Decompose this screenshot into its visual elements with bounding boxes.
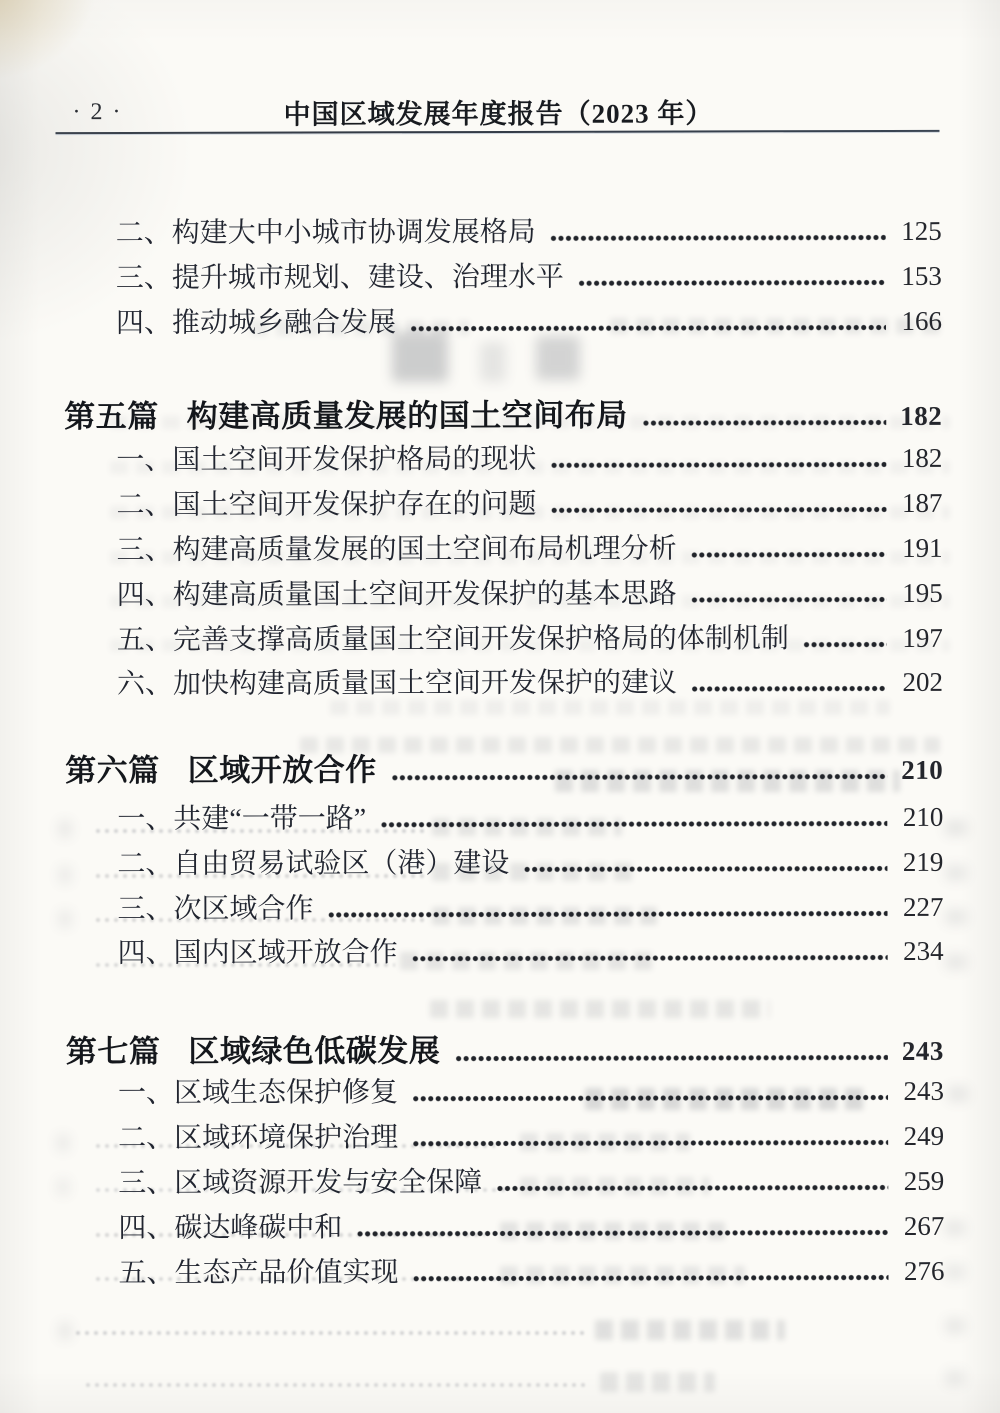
page-ref: 125 — [901, 215, 942, 246]
toc-entry — [65, 571, 943, 613]
running-head-title: 中国区域发展年度报告（2023 年） — [283, 98, 714, 130]
entry-label: 四、碳达峰碳中和 — [118, 1212, 343, 1245]
dot-leader — [550, 505, 886, 515]
page-ref: 219 — [902, 846, 944, 877]
entry-label: 三、构建高质量发展的国土空间布局机理分析 — [116, 533, 677, 567]
dot-leader — [413, 1273, 889, 1283]
entry-label: 五、完善支撑高质量国土空间开发保护格局的体制机制 — [116, 623, 789, 657]
entry-label: 六、加快构建高质量国土空间开发保护的建议 — [116, 667, 677, 701]
toc-section-heading — [64, 389, 942, 436]
page-ref: 191 — [902, 532, 943, 563]
entry-label: 二、区域环境保护治理 — [118, 1122, 399, 1155]
toc-entry — [66, 1249, 944, 1291]
page-ref: 182 — [900, 400, 943, 431]
toc-entry — [65, 795, 943, 837]
toc-entry — [66, 929, 944, 971]
page-ref: 267 — [903, 1210, 945, 1241]
entry-label: 二、国土空间开发保护存在的问题 — [116, 488, 537, 522]
toc-entry — [64, 481, 942, 523]
section-number: 第六篇 — [65, 752, 160, 789]
entry-label: 三、次区域合作 — [117, 893, 314, 926]
section-title: 区域绿色低碳发展 — [188, 1033, 441, 1069]
dot-leader — [550, 460, 886, 470]
page-ref: 249 — [903, 1120, 945, 1151]
entry-label: 二、自由贸易试验区（港）建设 — [117, 847, 510, 881]
page-ref: 259 — [903, 1165, 945, 1196]
page-ref: 243 — [901, 1035, 944, 1066]
toc-entry — [66, 1204, 944, 1246]
toc-entry — [66, 1159, 944, 1201]
toc-entry — [65, 840, 943, 882]
page-ref: 197 — [902, 622, 943, 653]
toc-entry — [65, 885, 943, 927]
entry-label: 四、构建高质量国土空间开发保护的基本思路 — [116, 578, 677, 612]
page-ref: 187 — [901, 487, 943, 518]
page-ref: 234 — [903, 935, 944, 966]
dot-leader — [356, 1228, 888, 1238]
entry-label: 四、国内区域开放合作 — [117, 937, 398, 970]
toc-entry — [64, 209, 942, 251]
section-title: 区域开放合作 — [187, 752, 377, 788]
entry-label: 三、区域资源开发与安全保障 — [118, 1167, 483, 1200]
dot-leader — [642, 418, 887, 428]
dot-leader — [691, 550, 887, 560]
dot-leader — [412, 1138, 888, 1148]
entry-label: 五、生态产品价值实现 — [118, 1257, 399, 1290]
entry-label: 一、国土空间开发保护格局的现状 — [116, 443, 537, 477]
toc-entry — [66, 1069, 944, 1111]
entry-label: 一、区域生态保护修复 — [117, 1077, 399, 1110]
dot-leader — [380, 819, 887, 829]
dot-leader — [691, 595, 887, 605]
page-ref: 227 — [902, 891, 944, 922]
dot-leader — [578, 278, 886, 288]
dot-leader — [412, 953, 888, 963]
page-ref: 210 — [901, 754, 944, 785]
page-ref: 153 — [901, 260, 942, 291]
dot-leader — [523, 864, 887, 874]
entry-label: 四、推动城乡融合发展 — [115, 307, 397, 340]
page-ref: 195 — [902, 577, 943, 608]
dot-leader — [391, 772, 888, 782]
dot-leader — [496, 1183, 888, 1193]
entry-label: 二、构建大中小城市协调发展格局 — [115, 216, 536, 250]
toc-entry — [64, 254, 942, 296]
page-number: · 2 · — [72, 98, 123, 126]
dot-leader — [454, 1053, 888, 1063]
entry-label: 三、提升城市规划、建设、治理水平 — [115, 261, 564, 295]
dot-leader — [803, 640, 887, 649]
page-ref: 166 — [901, 305, 943, 336]
dot-leader — [550, 233, 886, 243]
toc-section-heading — [65, 743, 943, 790]
entry-label: 一、共建“一带一路” — [117, 803, 367, 836]
dot-leader — [691, 684, 887, 694]
dot-leader — [412, 1093, 888, 1103]
section-title: 构建高质量发展的国土空间布局 — [186, 397, 628, 434]
page-ref: 276 — [903, 1255, 945, 1286]
dot-leader — [410, 323, 886, 333]
toc-entry — [66, 1114, 944, 1156]
page-ref: 182 — [901, 442, 943, 473]
section-number: 第七篇 — [65, 1033, 161, 1070]
toc-entry — [65, 616, 943, 658]
toc-entry — [65, 526, 943, 568]
toc-entry — [64, 436, 942, 478]
section-number: 第五篇 — [64, 398, 159, 435]
toc-entry — [65, 660, 943, 702]
toc-entry — [64, 299, 942, 341]
page-ref: 202 — [902, 666, 943, 697]
toc-section-heading — [66, 1024, 944, 1071]
page-ref: 243 — [903, 1075, 945, 1106]
dot-leader — [328, 909, 888, 919]
page-ref: 210 — [902, 801, 944, 832]
